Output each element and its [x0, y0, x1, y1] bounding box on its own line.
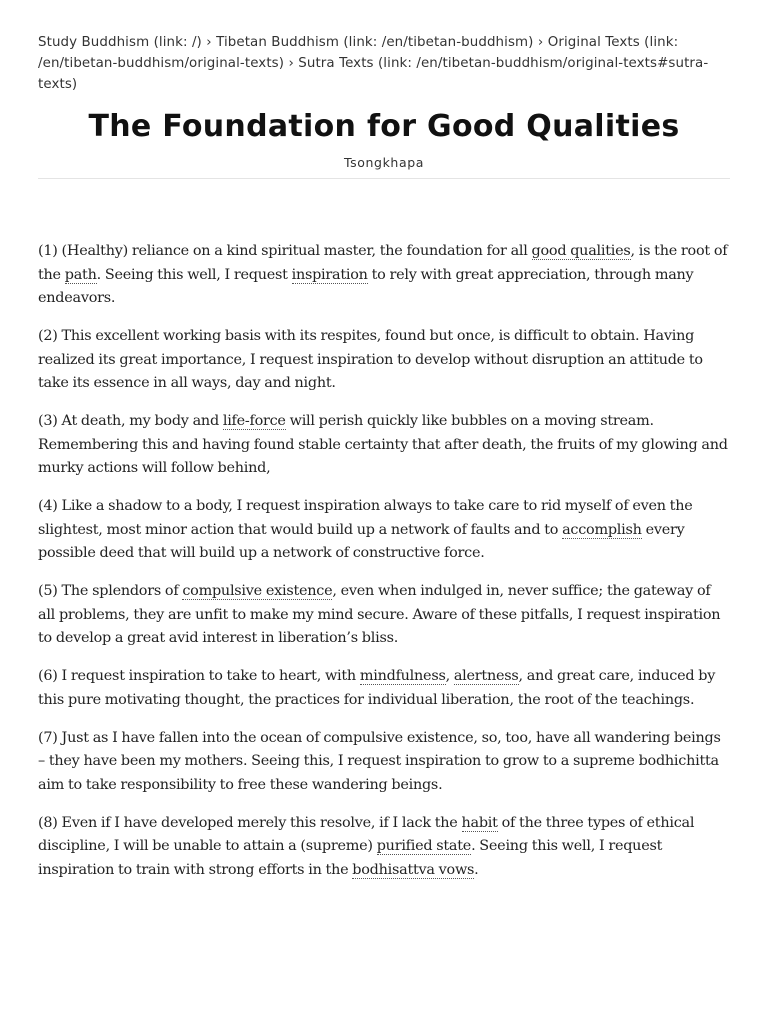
article — [38, 32, 730, 897]
verse-paragraph — [38, 240, 730, 311]
verse-text: . — [474, 861, 479, 878]
verse-text: (2) This excellent working basis with its respites, found but once, is difficult to obtain. Having realized its great importance, I request inspiration to develop without disruption an attitude to take its essence in all ways, day and night. — [38, 328, 703, 391]
glossary-term-link[interactable]: bodhisattva vows — [352, 861, 475, 878]
glossary-term-link[interactable]: purified state — [376, 838, 472, 854]
verse-text: of the three types of ethical discipline, I will be unable to attain a (supreme) — [38, 814, 695, 854]
verse-text: will perish quickly like bubbles on a moving stream. Remembering this and having found stable certainty that after death, the fruits of my glowing and murky actions will follow behind, — [38, 413, 728, 476]
glossary-term-link[interactable]: life-force — [222, 413, 286, 429]
verse-text: (8) Even if I have developed merely this resolve, if I lack the — [38, 814, 462, 831]
breadcrumb-item[interactable]: Sutra Texts (link: /en/tibetan-buddhism/original-texts#sutra-texts) — [38, 56, 709, 92]
glossary-term-link[interactable]: good qualities — [531, 243, 631, 259]
verse-text: , — [445, 668, 454, 684]
verse-text: , and great care, induced by this pure motivating thought, the practices for individual liberation, the root of the teachings. — [38, 668, 716, 708]
verse-text: . Seeing this well, I request — [96, 266, 292, 283]
verse-text: , is the root of the — [38, 243, 728, 283]
verse-text: (4) Like a shadow to a body, I request inspiration always to take care to rid myself of even the slightest, most minor action that would build up a network of faults and to — [38, 498, 693, 538]
verse-paragraph — [38, 727, 730, 798]
verse-text: to rely with great appreciation, through many endeavors. — [38, 266, 694, 306]
author-name: Tsongkhapa — [344, 155, 424, 170]
glossary-term-link[interactable]: alertness — [453, 668, 519, 684]
glossary-term-link[interactable]: inspiration — [291, 266, 368, 283]
verse-paragraph — [38, 410, 730, 481]
verse-paragraph — [38, 580, 730, 651]
verse-list — [38, 240, 730, 882]
glossary-term-link[interactable]: accomplish — [562, 521, 642, 538]
verse-text: (1) (Healthy) reliance on a kind spiritual master, the foundation for all — [38, 243, 532, 259]
verse-text: every possible deed that will build up a network of constructive force. — [38, 521, 685, 561]
glossary-term-link[interactable]: habit — [461, 814, 498, 831]
glossary-term-link[interactable]: compulsive existence — [182, 583, 333, 599]
verse-text: . Seeing this well, I request inspiration to train with strong efforts in the — [38, 838, 663, 878]
verse-text: , even when indulged in, never suffice; the gateway of all problems, they are unfit to make my mind secure. Aware of these pitfalls, I request inspiration to develop a great avid interest in liberation’s bliss. — [38, 583, 721, 646]
breadcrumb-item[interactable]: Study Buddhism (link: /) — [38, 35, 202, 50]
breadcrumb-separator: › — [206, 35, 212, 50]
verse-text: (7) Just as I have fallen into the ocean of compulsive existence, so, too, have all wandering beings – they have been my mothers. Seeing this, I request inspiration to grow to a supreme bodhichitta aim to take responsibility to free these wandering beings. — [38, 729, 721, 793]
title-divider — [38, 178, 730, 179]
page-title: The Foundation for Good Qualities — [88, 109, 680, 144]
glossary-term-link[interactable]: path — [64, 266, 97, 283]
verse-paragraph — [38, 812, 730, 883]
verse-paragraph — [38, 495, 730, 566]
verse-text: (5) The splendors of — [38, 583, 183, 599]
breadcrumb-item[interactable]: Tibetan Buddhism (link: /en/tibetan-buddhism) — [216, 35, 534, 50]
verse-paragraph — [38, 665, 730, 712]
verse-text: (6) I request inspiration to take to heart, with — [38, 668, 360, 684]
verse-paragraph — [38, 325, 730, 396]
verse-text: (3) At death, my body and — [38, 413, 223, 429]
breadcrumb-separator: › — [288, 56, 294, 71]
breadcrumb — [38, 32, 730, 95]
breadcrumb-item[interactable]: Original Texts (link: /en/tibetan-buddhism/original-texts) — [38, 35, 679, 71]
glossary-term-link[interactable]: mindfulness — [359, 668, 446, 684]
breadcrumb-separator: › — [537, 35, 544, 50]
